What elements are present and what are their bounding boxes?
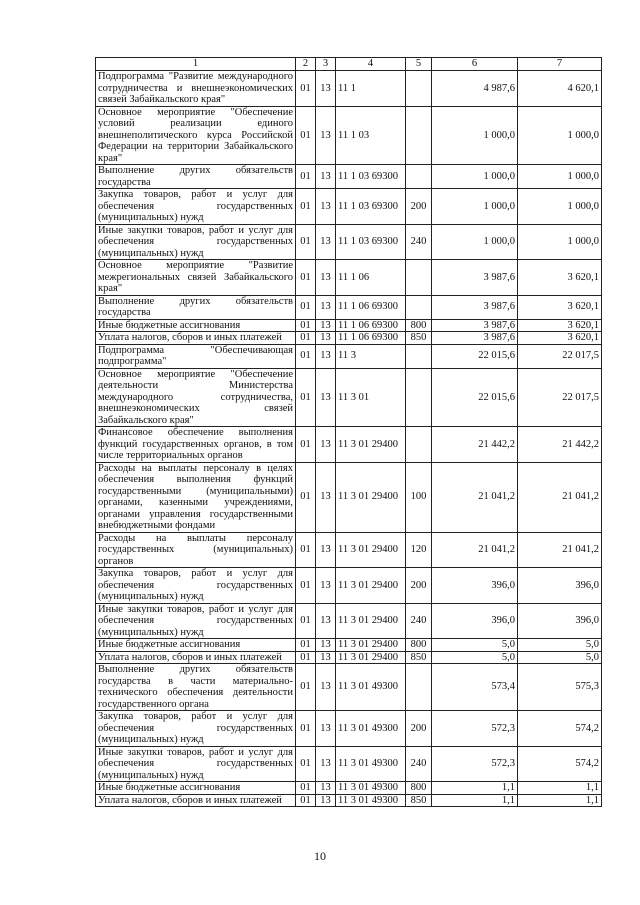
amount-col7: 22 017,5	[518, 368, 602, 427]
expense-type-code	[406, 165, 432, 189]
subsection-code: 13	[316, 794, 336, 807]
amount-col6: 1 000,0	[432, 189, 518, 225]
amount-col7: 3 620,1	[518, 295, 602, 319]
column-header: 2	[296, 58, 316, 71]
row-name: Уплата налогов, сборов и иных платежей	[96, 794, 296, 807]
amount-col6: 1 000,0	[432, 224, 518, 260]
section-code: 01	[296, 106, 316, 165]
target-article-code: 11 3 01 29400	[336, 532, 406, 568]
subsection-code: 13	[316, 462, 336, 532]
subsection-code: 13	[316, 295, 336, 319]
section-code: 01	[296, 568, 316, 604]
row-name: Иные закупки товаров, работ и услуг для обеспечения государственных (муниципальных) нужд	[96, 746, 296, 782]
expense-type-code: 800	[406, 639, 432, 652]
expense-type-code: 800	[406, 319, 432, 332]
section-code: 01	[296, 224, 316, 260]
subsection-code: 13	[316, 639, 336, 652]
subsection-code: 13	[316, 71, 336, 107]
subsection-code: 13	[316, 319, 336, 332]
target-article-code: 11 3	[336, 344, 406, 368]
amount-col7: 574,2	[518, 711, 602, 747]
subsection-code: 13	[316, 224, 336, 260]
row-name: Закупка товаров, работ и услуг для обеспечения государственных (муниципальных) нужд	[96, 189, 296, 225]
amount-col7: 396,0	[518, 568, 602, 604]
expense-type-code	[406, 71, 432, 107]
expense-type-code: 240	[406, 746, 432, 782]
amount-col6: 4 987,6	[432, 71, 518, 107]
amount-col7: 1 000,0	[518, 106, 602, 165]
expense-type-code	[406, 295, 432, 319]
table-row	[96, 427, 602, 463]
amount-col7: 1 000,0	[518, 224, 602, 260]
subsection-code: 13	[316, 664, 336, 711]
amount-col6: 1,1	[432, 794, 518, 807]
amount-col7: 5,0	[518, 639, 602, 652]
subsection-code: 13	[316, 532, 336, 568]
amount-col7: 21 442,2	[518, 427, 602, 463]
expense-type-code	[406, 260, 432, 296]
row-name: Выполнение других обязательств государства	[96, 165, 296, 189]
section-code: 01	[296, 332, 316, 345]
section-code: 01	[296, 462, 316, 532]
row-name: Уплата налогов, сборов и иных платежей	[96, 332, 296, 345]
row-name: Финансовое обеспечение выполнения функций государственных органов, в том числе территориальных органов	[96, 427, 296, 463]
table-row	[96, 260, 602, 296]
amount-col7: 21 041,2	[518, 532, 602, 568]
amount-col6: 1 000,0	[432, 165, 518, 189]
amount-col7: 4 620,1	[518, 71, 602, 107]
amount-col6: 396,0	[432, 603, 518, 639]
amount-col6: 21 442,2	[432, 427, 518, 463]
expense-type-code: 850	[406, 794, 432, 807]
row-name: Расходы на выплаты персоналу государственных (муниципальных) органов	[96, 532, 296, 568]
target-article-code: 11 3 01 49300	[336, 746, 406, 782]
header-row	[96, 58, 602, 71]
row-name: Выполнение других обязательств государства в части материально-технического обеспечения деятельности государственного органа	[96, 664, 296, 711]
expense-type-code: 800	[406, 782, 432, 795]
row-name: Иные бюджетные ассигнования	[96, 782, 296, 795]
table-row	[96, 568, 602, 604]
target-article-code: 11 1	[336, 71, 406, 107]
section-code: 01	[296, 664, 316, 711]
amount-col7: 396,0	[518, 603, 602, 639]
target-article-code: 11 3 01 29400	[336, 568, 406, 604]
column-header: 6	[432, 58, 518, 71]
amount-col7: 21 041,2	[518, 462, 602, 532]
amount-col6: 5,0	[432, 639, 518, 652]
table-row	[96, 368, 602, 427]
amount-col6: 573,4	[432, 664, 518, 711]
row-name: Иные бюджетные ассигнования	[96, 319, 296, 332]
table-row	[96, 603, 602, 639]
amount-col7: 1,1	[518, 782, 602, 795]
expense-type-code	[406, 664, 432, 711]
amount-col6: 22 015,6	[432, 368, 518, 427]
subsection-code: 13	[316, 711, 336, 747]
amount-col6: 572,3	[432, 711, 518, 747]
amount-col6: 3 987,6	[432, 332, 518, 345]
table-row	[96, 106, 602, 165]
target-article-code: 11 3 01 49300	[336, 794, 406, 807]
subsection-code: 13	[316, 344, 336, 368]
table-row	[96, 651, 602, 664]
target-article-code: 11 1 03	[336, 106, 406, 165]
amount-col7: 575,3	[518, 664, 602, 711]
section-code: 01	[296, 295, 316, 319]
target-article-code: 11 3 01 29400	[336, 603, 406, 639]
table-row	[96, 71, 602, 107]
expense-type-code	[406, 106, 432, 165]
table-row	[96, 711, 602, 747]
section-code: 01	[296, 782, 316, 795]
subsection-code: 13	[316, 165, 336, 189]
subsection-code: 13	[316, 332, 336, 345]
amount-col6: 396,0	[432, 568, 518, 604]
subsection-code: 13	[316, 260, 336, 296]
target-article-code: 11 1 06	[336, 260, 406, 296]
expense-type-code: 240	[406, 603, 432, 639]
amount-col6: 1 000,0	[432, 106, 518, 165]
expense-type-code	[406, 368, 432, 427]
amount-col6: 22 015,6	[432, 344, 518, 368]
section-code: 01	[296, 260, 316, 296]
row-name: Иные закупки товаров, работ и услуг для обеспечения государственных (муниципальных) нужд	[96, 224, 296, 260]
section-code: 01	[296, 344, 316, 368]
expense-type-code	[406, 427, 432, 463]
table-row	[96, 782, 602, 795]
table-row	[96, 746, 602, 782]
expense-type-code: 850	[406, 332, 432, 345]
expense-type-code: 200	[406, 711, 432, 747]
column-header: 3	[316, 58, 336, 71]
expense-type-code: 200	[406, 189, 432, 225]
row-name: Расходы на выплаты персоналу в целях обеспечения выполнения функций государственными (муниципальными) органами, казенными учреждениями, органами управления государственными внебюджетными фондами	[96, 462, 296, 532]
row-name: Закупка товаров, работ и услуг для обеспечения государственных (муниципальных) нужд	[96, 568, 296, 604]
subsection-code: 13	[316, 746, 336, 782]
column-header: 1	[96, 58, 296, 71]
subsection-code: 13	[316, 568, 336, 604]
target-article-code: 11 3 01 49300	[336, 782, 406, 795]
row-name: Иные бюджетные ассигнования	[96, 639, 296, 652]
page-number: 10	[314, 849, 326, 863]
subsection-code: 13	[316, 368, 336, 427]
amount-col7: 574,2	[518, 746, 602, 782]
expense-type-code: 100	[406, 462, 432, 532]
expense-type-code: 240	[406, 224, 432, 260]
column-header: 5	[406, 58, 432, 71]
row-name: Основное мероприятие "Обеспечение условий реализации единого внешнеполитического курса Российской Федерации на территории Забайкальского края"	[96, 106, 296, 165]
table-row	[96, 344, 602, 368]
subsection-code: 13	[316, 603, 336, 639]
target-article-code: 11 3 01 29400	[336, 462, 406, 532]
row-name: Уплата налогов, сборов и иных платежей	[96, 651, 296, 664]
table-row	[96, 532, 602, 568]
section-code: 01	[296, 189, 316, 225]
table-row	[96, 165, 602, 189]
amount-col7: 3 620,1	[518, 319, 602, 332]
table-row	[96, 319, 602, 332]
table-row	[96, 794, 602, 807]
expense-type-code: 200	[406, 568, 432, 604]
expense-type-code: 850	[406, 651, 432, 664]
row-name: Основное мероприятие "Развитие межрегиональных связей Забайкальского края"	[96, 260, 296, 296]
subsection-code: 13	[316, 782, 336, 795]
row-name: Иные закупки товаров, работ и услуг для обеспечения государственных (муниципальных) нужд	[96, 603, 296, 639]
target-article-code: 11 1 03 69300	[336, 165, 406, 189]
subsection-code: 13	[316, 651, 336, 664]
subsection-code: 13	[316, 427, 336, 463]
target-article-code: 11 3 01 29400	[336, 427, 406, 463]
subsection-code: 13	[316, 106, 336, 165]
row-name: Основное мероприятие "Обеспечение деятельности Министерства международного сотрудничества, внешнеэкономических связей Забайкальского края"	[96, 368, 296, 427]
row-name: Подпрограмма "Развитие международного сотрудничества и внешнеэкономических связей Забайкальского края"	[96, 71, 296, 107]
amount-col7: 1,1	[518, 794, 602, 807]
section-code: 01	[296, 651, 316, 664]
section-code: 01	[296, 639, 316, 652]
row-name: Выполнение других обязательств государства	[96, 295, 296, 319]
section-code: 01	[296, 165, 316, 189]
row-name: Подпрограмма "Обеспечивающая подпрограмма"	[96, 344, 296, 368]
column-header: 7	[518, 58, 602, 71]
row-name: Закупка товаров, работ и услуг для обеспечения государственных (муниципальных) нужд	[96, 711, 296, 747]
target-article-code: 11 3 01 29400	[336, 639, 406, 652]
table-row	[96, 295, 602, 319]
section-code: 01	[296, 71, 316, 107]
target-article-code: 11 1 03 69300	[336, 189, 406, 225]
amount-col7: 1 000,0	[518, 165, 602, 189]
subsection-code: 13	[316, 189, 336, 225]
amount-col6: 572,3	[432, 746, 518, 782]
target-article-code: 11 3 01 49300	[336, 711, 406, 747]
section-code: 01	[296, 368, 316, 427]
section-code: 01	[296, 319, 316, 332]
amount-col6: 1,1	[432, 782, 518, 795]
column-header: 4	[336, 58, 406, 71]
expense-type-code	[406, 344, 432, 368]
target-article-code: 11 1 03 69300	[336, 224, 406, 260]
target-article-code: 11 3 01 49300	[336, 664, 406, 711]
table-row	[96, 189, 602, 225]
section-code: 01	[296, 711, 316, 747]
target-article-code: 11 1 06 69300	[336, 295, 406, 319]
budget-table	[95, 57, 602, 807]
target-article-code: 11 3 01 29400	[336, 651, 406, 664]
section-code: 01	[296, 603, 316, 639]
table-row	[96, 332, 602, 345]
section-code: 01	[296, 794, 316, 807]
section-code: 01	[296, 532, 316, 568]
target-article-code: 11 3 01	[336, 368, 406, 427]
table-row	[96, 639, 602, 652]
amount-col7: 5,0	[518, 651, 602, 664]
amount-col7: 22 017,5	[518, 344, 602, 368]
amount-col6: 3 987,6	[432, 319, 518, 332]
amount-col7: 3 620,1	[518, 332, 602, 345]
amount-col6: 21 041,2	[432, 532, 518, 568]
section-code: 01	[296, 746, 316, 782]
target-article-code: 11 1 06 69300	[336, 319, 406, 332]
table-row	[96, 224, 602, 260]
amount-col7: 3 620,1	[518, 260, 602, 296]
amount-col6: 5,0	[432, 651, 518, 664]
amount-col6: 21 041,2	[432, 462, 518, 532]
target-article-code: 11 1 06 69300	[336, 332, 406, 345]
section-code: 01	[296, 427, 316, 463]
amount-col6: 3 987,6	[432, 295, 518, 319]
expense-type-code: 120	[406, 532, 432, 568]
amount-col7: 1 000,0	[518, 189, 602, 225]
amount-col6: 3 987,6	[432, 260, 518, 296]
table-row	[96, 664, 602, 711]
table-row	[96, 462, 602, 532]
